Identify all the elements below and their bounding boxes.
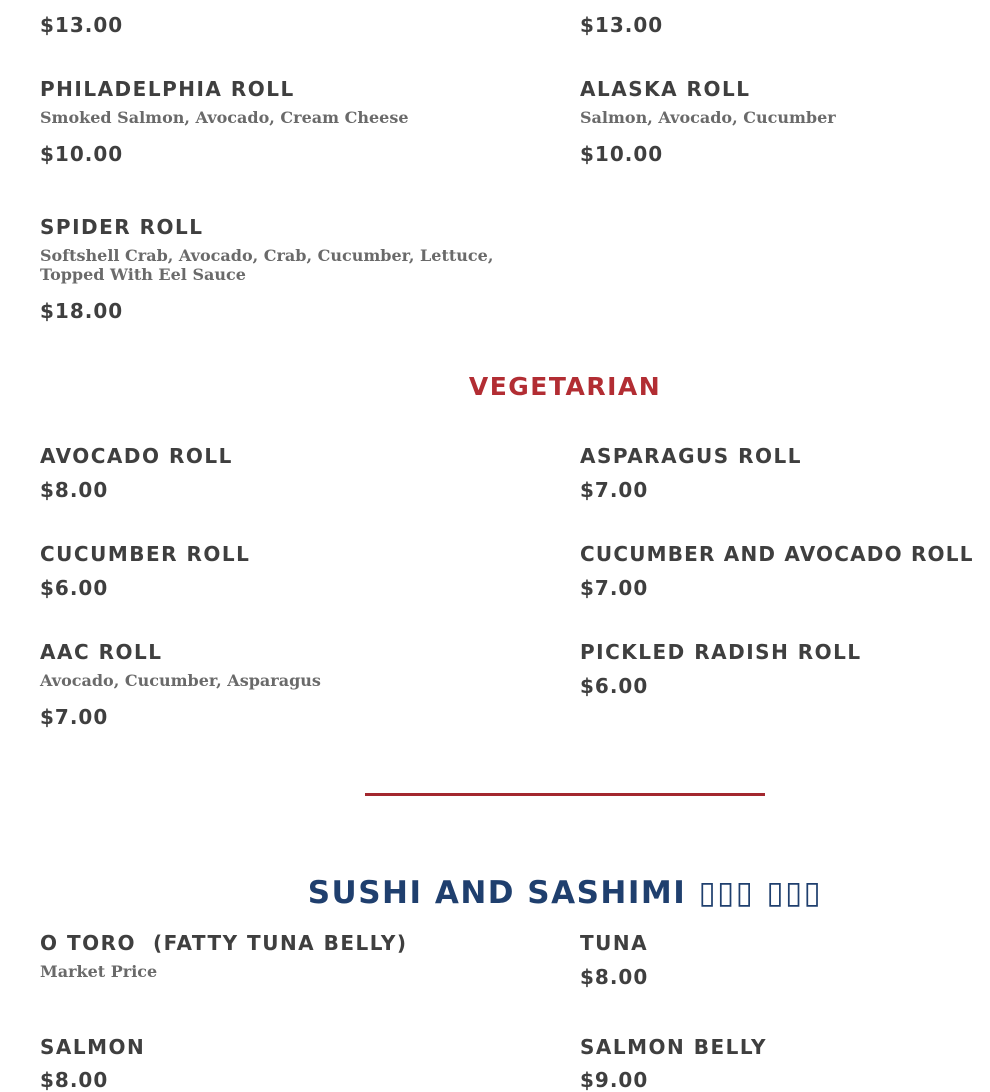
menu-item-salmon-belly [580, 1035, 990, 1092]
item-price: $9.00 [580, 1068, 649, 1092]
item-price: $18.00 [40, 299, 124, 323]
item-name: ALASKA ROLL [580, 77, 751, 101]
menu-item-cucumber-roll [40, 542, 550, 600]
menu-item-pickled-radish-roll [580, 640, 990, 698]
menu-item-alaska-roll [580, 77, 990, 166]
item-description: Softshell Crab, Avocado, Crab, Cucumber, Lettuce, Topped With Eel Sauce [40, 246, 494, 284]
item-name: PICKLED RADISH ROLL [580, 640, 862, 664]
section-title-sushi-sashimi: SUSHI AND SASHIMI ▯▯▯ ▯▯▯ [307, 875, 823, 911]
section-title-vegetarian: VEGETARIAN [468, 372, 662, 401]
item-price: $8.00 [580, 965, 649, 989]
item-price: $7.00 [580, 478, 649, 502]
menu-item-philadelphia-roll [40, 77, 550, 166]
item-description: Avocado, Cucumber, Asparagus [40, 671, 321, 690]
item-name: O TORO (FATTY TUNA BELLY) [40, 931, 408, 955]
item-name: PHILADELPHIA ROLL [40, 77, 295, 101]
menu-item-cucumber-avocado-roll [580, 542, 980, 600]
item-name: SALMON [40, 1035, 146, 1059]
item-name: CUCUMBER ROLL [40, 542, 251, 566]
item-price: $8.00 [40, 1068, 109, 1092]
item-price: $6.00 [580, 674, 649, 698]
item-price: $8.00 [40, 478, 109, 502]
menu-item-tuna [580, 931, 990, 989]
item-description: Salmon, Avocado, Cucumber [580, 108, 836, 127]
item-price: $13.00 [40, 13, 124, 37]
menu-item-o-toro [40, 931, 550, 981]
item-name: TUNA [580, 931, 649, 955]
item-name: ASPARAGUS ROLL [580, 444, 802, 468]
item-price: $7.00 [580, 576, 649, 600]
menu-item-salmon [40, 1035, 550, 1092]
item-name: CUCUMBER AND AVOCADO ROLL [580, 542, 974, 566]
item-description: Market Price [40, 962, 158, 981]
menu-item-avocado-roll [40, 444, 550, 502]
menu-item-top-left [40, 13, 550, 37]
section-divider [365, 793, 765, 796]
item-price: $10.00 [40, 142, 124, 166]
item-name: SPIDER ROLL [40, 215, 204, 239]
item-name: AVOCADO ROLL [40, 444, 233, 468]
menu-item-aac-roll [40, 640, 550, 729]
item-price: $6.00 [40, 576, 109, 600]
menu-item-asparagus-roll [580, 444, 990, 502]
item-name: SALMON BELLY [580, 1035, 767, 1059]
item-name: AAC ROLL [40, 640, 163, 664]
menu-item-top-right [580, 13, 990, 37]
item-price: $13.00 [580, 13, 664, 37]
menu-item-spider-roll [40, 215, 540, 323]
item-price: $10.00 [580, 142, 664, 166]
item-price: $7.00 [40, 705, 109, 729]
item-description: Smoked Salmon, Avocado, Cream Cheese [40, 108, 409, 127]
